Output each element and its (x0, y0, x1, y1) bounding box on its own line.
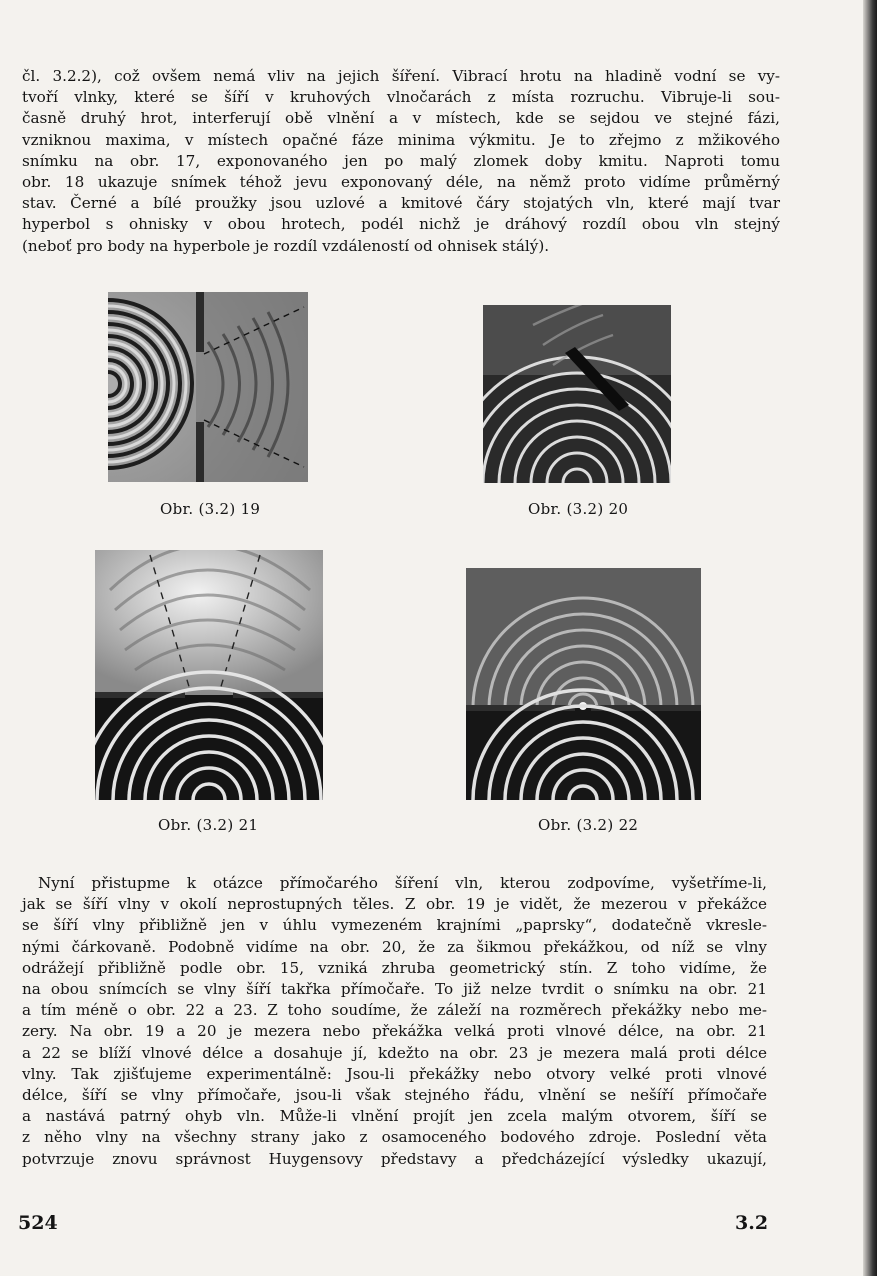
text-line: hyperbol s ohnisky v obou hrotech, podél nichž je dráhový rozdíl obou vln stejný (22, 215, 780, 234)
figure-19-caption: Obr. (3.2) 19 (160, 500, 261, 518)
text-line: se šíří vlny přibližně jen v úhlu vymezeném krajními „paprsky“, dodatečně vkresle- (22, 916, 767, 935)
section-number: 3.2 (735, 1212, 769, 1234)
text-line: snímku na obr. 17, exponovaného jen po malý zlomek doby kmitu. Naproti tomu (22, 151, 780, 170)
figure-21-photo (95, 550, 323, 800)
text-line: tvoří vlnky, které se šíří v kruhových vlnočarách z místa rozruchu. Vibruje-li sou- (22, 88, 780, 107)
text-line: délce, šíří se vlny přímočaře, jsou-li však stejného řádu, vlnění se nešíří přímočaře (22, 1086, 767, 1105)
page-edge-shadow (863, 0, 877, 1276)
text-line: a nastává patrný ohyb vln. Může-li vlnění projít jen zcela malým otvorem, šíří se (22, 1107, 767, 1126)
text-line: vzniknou maxima, v místech opačné fáze minima výkmitu. Je to zřejmo z mžikového (22, 130, 780, 149)
wave-diffraction-photo (95, 550, 323, 800)
wave-gap-photo (108, 292, 308, 482)
text-line: stav. Černé a bílé proužky jsou uzlové a kmitové čáry stojatých vln, které mají tvar (22, 194, 780, 213)
page-number: 524 (18, 1212, 58, 1234)
figure-19-photo (108, 292, 308, 482)
text-line: nými čárkovaně. Podobně vidíme na obr. 20, že za šikmou překážkou, od níž se vlny (22, 937, 767, 956)
text-line: čl. 3.2.2), což ovšem nemá vliv na jejich šíření. Vibrací hrotu na hladině vodní se vy- (22, 67, 780, 85)
text-line: a 22 se blíží vlnové délce a dosahuje jí, kdežto na obr. 23 je mezera malá proti délce (22, 1043, 767, 1062)
text-line: jak se šíří vlny v okolí neprostupných těles. Z obr. 19 je vidět, že mezerou v překážce (22, 895, 767, 914)
text-line: a tím méně o obr. 22 a 23. Z toho soudíme, že záleží na rozměrech překážky nebo me- (22, 1001, 767, 1020)
text-line: zery. Na obr. 19 a 20 je mezera nebo překážka velká proti vlnové délce, na obr. 21 (22, 1022, 767, 1041)
wave-small-gap-photo (466, 568, 701, 800)
top-paragraph (22, 66, 780, 257)
bottom-paragraph (22, 873, 767, 1170)
text-line: na obou snímcích se vlny šíří takřka přímočaře. To již nelze tvrdit o snímku na obr. 21 (22, 980, 767, 999)
text-line: z něho vlny na všechny strany jako z osamoceného bodového zdroje. Poslední věta (22, 1128, 767, 1147)
figure-21-caption: Obr. (3.2) 21 (158, 816, 259, 834)
text-line: odrážejí přibližně podle obr. 15, vzniká zhruba geometrický stín. Z toho vidíme, že (22, 958, 767, 977)
figure-22-photo (466, 568, 701, 800)
figure-20-photo (483, 305, 671, 483)
figure-20-caption: Obr. (3.2) 20 (528, 500, 629, 518)
wave-barrier-photo (483, 305, 671, 483)
text-line: časně druhý hrot, interferují obě vlnění a v místech, kde se sejdou ve stejné fázi, (22, 109, 780, 128)
figure-22-caption: Obr. (3.2) 22 (538, 816, 639, 834)
text-line: potvrzuje znovu správnost Huygensovy představy a předcházející výsledky ukazují, (22, 1149, 767, 1168)
text-line: Nyní přistupme k otázce přímočarého šíření vln, kterou zodpovíme, vyšetříme-li, (38, 874, 767, 892)
text-line: obr. 18 ukazuje snímek téhož jevu exponovaný déle, na němž proto vidíme průměrný (22, 173, 780, 192)
text-line: vlny. Tak zjišťujeme experimentálně: Jsou-li překážky nebo otvory velké proti vlnové (22, 1064, 767, 1083)
text-line: (neboť pro body na hyperbole je rozdíl vzdáleností od ohnisek stálý). (22, 236, 550, 255)
